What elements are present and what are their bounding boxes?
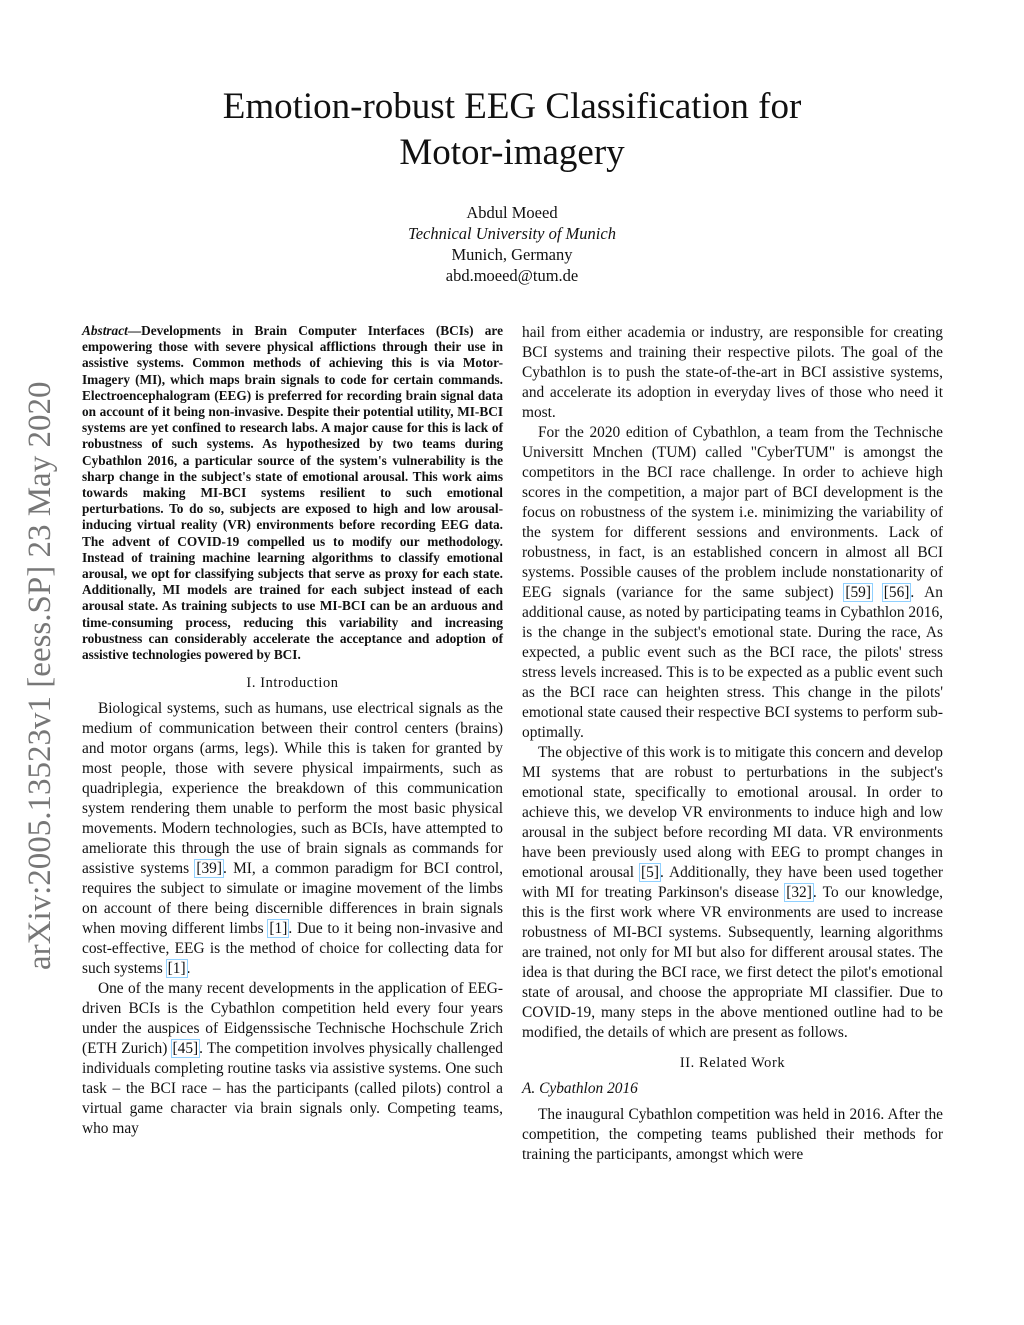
title-line-1: Emotion-robust EEG Classification for bbox=[222, 86, 802, 127]
arxiv-sidebar bbox=[18, 381, 62, 1014]
abstract-text: —Developments in Brain Computer Interfaces (BCIs) are empowering those with severe physical afflictions through their use in assistive systems. Common methods of achieving this is via Motor-Imagery (MI), which maps brain signals to code for certain commands. Electroencephalogram (EEG) is preferred for recording brain signal data on account of it being non-invasive. Despite their potential utility, MI-BCI systems are yet confined to research labs. A major cause for this is lack of robustness of such systems. As hypothesized by two teams during Cybathlon 2016, a particular source of the system's vulnerability is the sharp change in the subject's state of emotional arousal. This work aims towards making MI-BCI systems resilient to such emotional perturbations. To do so, subjects are exposed to high and low arousal-inducing virtual reality (VR) environments before recording EEG data. The advent of COVID-19 compelled us to modify our methodology. Instead of training machine learning algorithms to classify emotional arousal, we opt for classifying subjects that serve as proxy for each state. Additionally, MI models are trained for each subject instead of each arousal state. As training subjects to use MI-BCI can be an arduous and time-consuming process, reducing this variability and increasing robustness can considerably accelerate the acceptance and adoption of assistive technologies powered by BCI. bbox=[82, 323, 503, 663]
text-run: . To our knowledge, this is the first work where VR environments are used to increase robustness of MI-BCI systems. Subsequently, learning algorithms are trained, not only for MI but also for different arousal states. The idea is that during the BCI race, we first detect the pilot's emotional state of arousal, and choose the appropriate MI classifier. Due to COVID-19, many steps in the above mentioned outline had to be modified, the details of which are present as follows. bbox=[522, 884, 943, 1041]
text-run: For the 2020 edition of Cybathlon, a team from the Technische Universitt Mnchen (TUM) called "CyberTUM" is amongst the competitors in the BCI race challenge. In order to achieve high scores in the competition, a major part of BCI development is the focus on robustness of the system i.e. minimizing the variability of the system for different sessions and environments. Lack of robustness, in fact, is an established concern in almost all BCI systems. Possible causes of the problem include nonstationarity of EEG signals (variance for the same subject) bbox=[522, 424, 943, 601]
text-run: The objective of this work is to mitigate this concern and develop MI systems that are robust to perturbations in the subject's emotional state, specifically to emotional arousal. In order to achieve this, we develop VR environments to induce high and low arousal in the subject before recording MI data. VR environments have been previously used along with EEG to prompt changes in emotional arousal bbox=[522, 744, 943, 881]
intro-paragraph-4 bbox=[522, 423, 943, 743]
citation-link[interactable]: [56] bbox=[883, 584, 910, 601]
section-heading-related-work: II. Related Work bbox=[679, 1055, 786, 1071]
arxiv-identifier: arXiv:2005.13523v1 [eess.SP] 23 May 2020 bbox=[22, 381, 58, 970]
left-column bbox=[82, 323, 503, 1139]
citation-link[interactable]: [45] bbox=[172, 1040, 199, 1058]
abstract-label: Abstract bbox=[82, 323, 128, 338]
intro-paragraph-2 bbox=[82, 979, 503, 1139]
author-location: Munich, Germany bbox=[451, 245, 573, 264]
related-work-paragraph-1: The inaugural Cybathlon competition was held in 2016. After the competition, the competing teams published their methods for training the participants, amongst which were bbox=[522, 1106, 943, 1163]
text-run: Biological systems, such as humans, use electrical signals as the medium of communication between their control centers (brains) and motor organs (arms, legs). While this is taken for granted by most people, those with severe physical impairments, such as quadriplegia, experience the breakdown of this communication system rendering them unable to perform the most basic physical movements. Modern technologies, such as BCIs, have attempted to ameliorate this through the use of brain signals as commands for assistive systems bbox=[82, 700, 503, 878]
citation-link[interactable]: [39] bbox=[196, 860, 223, 878]
text-run: . Additionally, they have been used together with MI for treating Parkinson's disease bbox=[522, 864, 943, 901]
subsection-heading-cybathlon: A. Cybathlon 2016 bbox=[522, 1080, 638, 1097]
text-run: . MI, a common paradigm for BCI control, requires the subject to simulate or imagine movement of the limbs on account of there being discernible differences in brain signals when moving different limbs bbox=[82, 860, 503, 938]
author-name: Abdul Moeed bbox=[466, 203, 558, 222]
citation-link[interactable]: [5] bbox=[641, 864, 659, 881]
text-run: One of the many recent developments in the application of EEG-driven BCIs is the Cybathlon competition held every four years under the auspices of Eidgenssische Technische Hochschule Zrich (ETH Zurich) bbox=[82, 980, 503, 1058]
citation-link[interactable]: [1] bbox=[269, 920, 288, 938]
text-run: . An additional cause, as noted by participating teams in Cybathlon 2016, is the change in the subject's emotional state. During the race, As expected, a public event such as the BCI race, the pilots' stress stress levels increased. This is to be expected as a public event such as the BCI race can heighten stress. This change in the pilots' emotional state caused their respective BCI systems to perform sub-optimally. bbox=[522, 584, 944, 741]
citation-link[interactable]: [1] bbox=[167, 960, 186, 978]
text-run bbox=[872, 584, 883, 601]
author-block bbox=[0, 202, 1024, 286]
paper-title bbox=[0, 84, 1024, 176]
intro-paragraph-1 bbox=[82, 699, 503, 979]
right-column bbox=[522, 323, 943, 1165]
intro-paragraph-5 bbox=[522, 743, 943, 1043]
intro-paragraph-3: hail from either academia or industry, are responsible for creating BCI systems and training their respective pilots. The goal of the Cybathlon is to push the state-of-the-art in BCI assistive systems, and accelerate its adoption in everyday lives of those who need it most. bbox=[522, 324, 943, 421]
author-email: abd.moeed@tum.de bbox=[445, 266, 579, 285]
title-line-2: Motor-imagery bbox=[399, 132, 625, 173]
citation-link[interactable]: [59] bbox=[845, 584, 871, 601]
citation-link[interactable]: [32] bbox=[786, 884, 812, 901]
author-affiliation: Technical University of Munich bbox=[408, 224, 616, 243]
section-heading-introduction: I. Introduction bbox=[246, 675, 339, 692]
abstract bbox=[82, 323, 503, 663]
text-run: . bbox=[186, 960, 191, 978]
text-run: . Due to it being non-invasive and cost-effective, EEG is the method of choice for collecting data for such systems bbox=[82, 920, 504, 978]
text-run: . The competition involves physically challenged individuals completing routine tasks via assistive systems. One such task – the BCI race – has the participants (called pilots) control a virtual game character via brain signals only. Competing teams, who may bbox=[82, 1040, 504, 1138]
